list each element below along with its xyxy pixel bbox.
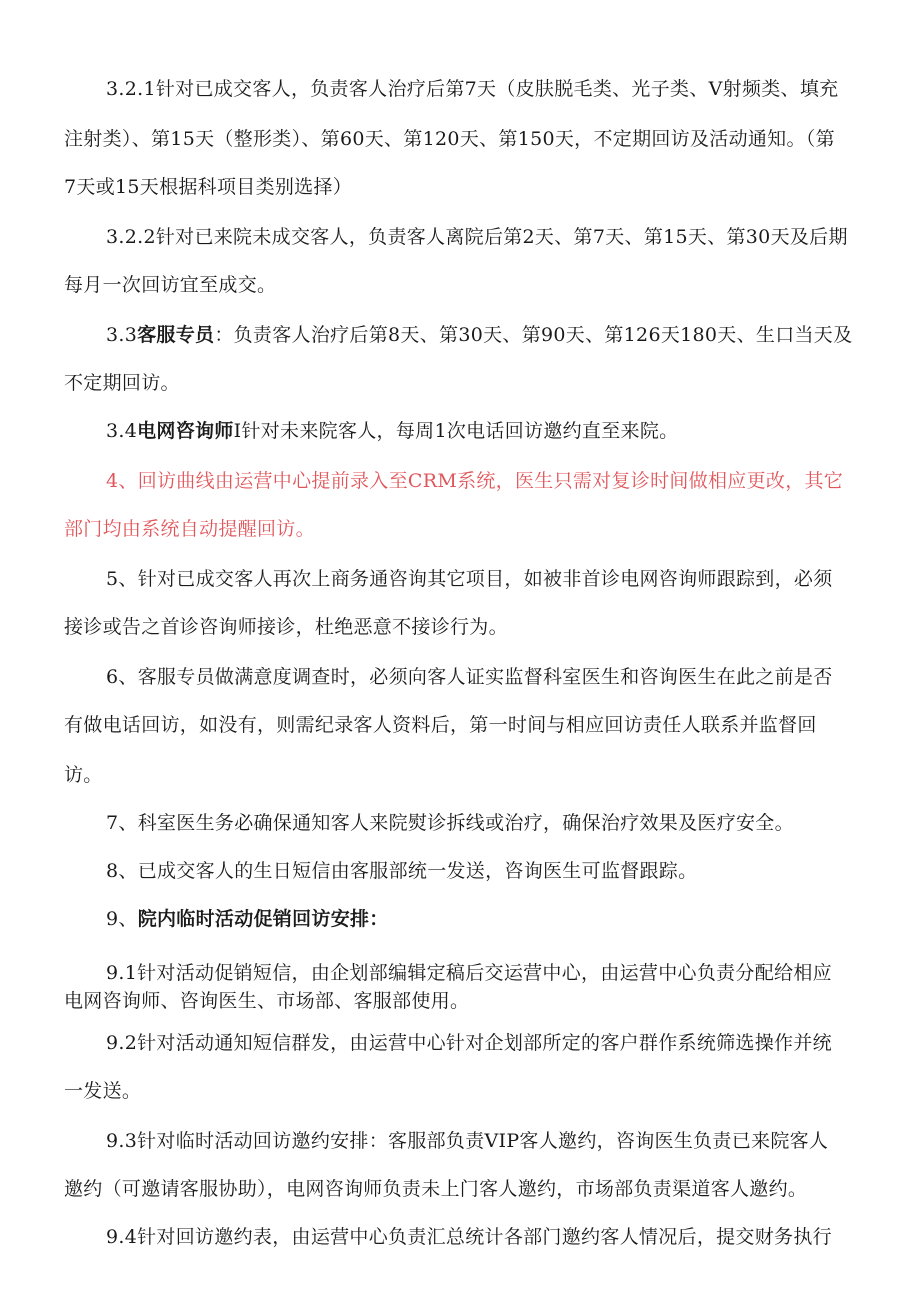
text-line: 邀约（可邀请客服协助），电网咨询师负责未上门客人邀约，市场部负责渠道客人邀约。 xyxy=(64,1178,808,1200)
section-number: 9、 xyxy=(106,908,138,930)
text-rest: I针对未来院客人，每周1次电话回访邀约直至来院。 xyxy=(233,420,679,442)
section-title: 院内临时活动促销回访安排： xyxy=(137,908,389,930)
text-line: 一发送。 xyxy=(64,1080,142,1102)
text-line: 有做电话回访，如没有，则需纪录客人资料后，第一时间与相应回访责任人联系并监督回 xyxy=(64,714,817,736)
section-number: 3.3 xyxy=(106,324,138,346)
text-line: 7、科室医生务必确保通知客人来院熨诊拆线或治疗，确保治疗效果及医疗安全。 xyxy=(106,812,794,834)
text-line: 7天或15天根据科项目类别选择） xyxy=(64,176,353,198)
text-line: 部门均由系统自动提醒回访。 xyxy=(64,518,315,540)
text-line: 6、客服专员做满意度调查时，必须向客人证实监督科室医生和咨询医生在此之前是否 xyxy=(106,666,833,688)
text-line xyxy=(106,320,852,347)
text-line xyxy=(106,416,678,443)
text-line: 接诊或告之首诊咨询师接诊，杜绝恶意不接诊行为。 xyxy=(64,616,508,638)
text-line: 3.2.2针对已来院未成交客人，负责客人离院后第2天、第7天、第15天、第30天及后期 xyxy=(106,226,848,248)
text-line: 9.3针对临时活动回访邀约安排：客服部负责VIP客人邀约，咨询医生负责已来院客人 xyxy=(106,1130,829,1152)
text-rest: ：负责客人治疗后第8天、第30天、第90天、第126天180天、生口当天及 xyxy=(214,324,853,346)
text-line: 不定期回访。 xyxy=(64,372,180,394)
text-line: 每月一次回访宜至成交。 xyxy=(64,274,277,296)
text-line: 3.2.1针对已成交客人，负责客人治疗后第7天（皮肤脱毛类、光子类、V射频类、填充 xyxy=(106,78,839,100)
text-line: 注射类）、第15天（整形类）、第60天、第120天、第150天，不定期回访及活动通知。（第 xyxy=(64,128,835,150)
section-number: 3.4 xyxy=(106,420,138,442)
text-line: 9.2针对活动通知短信群发，由运营中心针对企划部所定的客户群作系统筛选操作并统 xyxy=(106,1032,832,1054)
text-line: 5、针对已成交客人再次上商务通咨询其它项目，如被非首诊电网咨询师跟踪到，必须 xyxy=(106,568,833,590)
role-label-customer-service: 客服专员 xyxy=(137,324,215,346)
section-heading xyxy=(106,904,389,931)
role-label-online-consultant: 电网咨询师 xyxy=(137,420,234,442)
text-line: 4、回访曲线由运营中心提前录入至CRM系统，医生只需对复诊时间做相应更改，其它 xyxy=(106,470,844,492)
text-line: 电网咨询师、咨询医生、市场部、客服部使用。 xyxy=(64,990,470,1012)
text-line: 访。 xyxy=(64,764,103,786)
text-line: 8、已成交客人的生日短信由客服部统一发送，咨询医生可监督跟踪。 xyxy=(106,860,698,882)
text-line: 9.4针对回访邀约表，由运营中心负责汇总统计各部门邀约客人情况后，提交财务执行 xyxy=(106,1226,832,1248)
text-line: 9.1针对活动促销短信，由企划部编辑定稿后交运营中心，由运营中心负责分配给相应 xyxy=(106,962,832,984)
